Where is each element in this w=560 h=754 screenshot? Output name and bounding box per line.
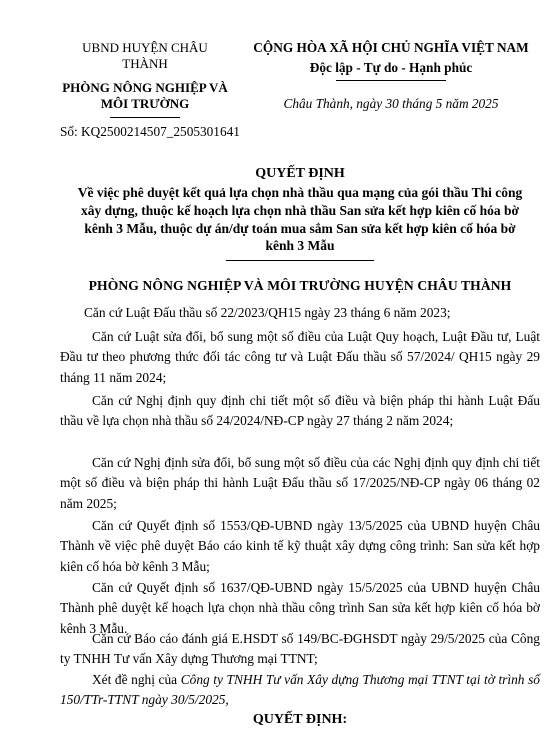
- motto-underline: [336, 80, 446, 81]
- issuing-authority: UBND HUYỆN CHÂU THÀNH: [82, 40, 208, 71]
- issuing-department: PHÒNG NÔNG NGHIỆP VÀ MÔI TRƯỜNG: [62, 80, 228, 111]
- proposal-source: Công ty TNHH Tư vấn Xây dựng Thương mại TTNT tại tờ trình số 150/TTr-TTNT ngày 30/5/2025,: [60, 672, 540, 708]
- org-underline: [110, 117, 180, 118]
- legal-basis-5: [60, 516, 540, 577]
- decision-heading: QUYẾT ĐỊNH:: [252, 712, 348, 727]
- legal-basis-7-text: Căn cứ Báo cáo đánh giá E.HSDT số 149/BC-ĐGHSDT ngày 29/5/2025 của Công ty TNHH Tư vấn Xây dựng Thương mại TTNT;: [60, 631, 540, 667]
- issuer-heading: PHÒNG NÔNG NGHIỆP VÀ MÔI TRƯỜNG HUYỆN CHÂU THÀNH: [88, 278, 512, 293]
- document-number: Số: KQ2500214507_2505301641: [60, 124, 240, 139]
- national-title: CỘNG HÒA XÃ HỘI CHỦ NGHĨA VIỆT NAM: [253, 40, 529, 55]
- legal-basis-2: [60, 327, 540, 388]
- legal-basis-5-text: Căn cứ Quyết định số 1553/QĐ-UBND ngày 13/5/2025 của UBND huyện Châu Thành về việc phê duyệt Báo cáo kinh tế kỹ thuật xây dựng công trình: San sửa kết hợp kiên cố hóa bờ kênh 3 Mẫu;: [60, 518, 540, 574]
- national-motto: Độc lập - Tự do - Hạnh phúc: [309, 60, 473, 75]
- issue-date: Châu Thành, ngày 30 tháng 5 năm 2025: [283, 96, 499, 111]
- legal-basis-2-text: Căn cứ Luật sửa đổi, bổ sung một số điều của Luật Quy hoạch, Luật Đầu tư, Luật Đầu tư theo phương thức đối tác công tư và Luật Đấu thầu số 57/2024/ QH15 ngày 29 tháng 11 năm 2024;: [60, 329, 540, 385]
- document-subject: Về việc phê duyệt kết quả lựa chọn nhà thầu qua mạng của gói thầu Thi công xây dựng, thuộc kế hoạch lựa chọn nhà thầu San sửa kết hợp kiên cố hóa bờ kênh 3 Mẫu, thuộc dự án/dự toán mua sắm San sửa kết hợp kiên cố hóa bờ kênh 3 Mẫu: [77, 185, 523, 254]
- legal-basis-6-text: Căn cứ Quyết định số 1637/QĐ-UBND ngày 15/5/2025 của UBND huyện Châu Thành phê duyệt kế hoạch lựa chọn nhà thầu công trình San sửa kết hợp kiên cố hóa bờ kênh 3 Mẫu.: [60, 580, 540, 636]
- legal-basis-4: [60, 453, 540, 514]
- legal-basis-1: Căn cứ Luật Đấu thầu số 22/2023/QH15 ngày 23 tháng 6 năm 2023;: [84, 305, 451, 320]
- legal-basis-4-text: Căn cứ Nghị định sửa đổi, bổ sung một số điều của các Nghị định quy định chi tiết một số điều và biện pháp thi hành Luật Đấu thầu số 17/2025/NĐ-CP ngày 06 tháng 02 năm 2025;: [60, 455, 540, 511]
- legal-basis-7: [60, 629, 540, 670]
- proposal-prefix: Xét đề nghị của: [92, 672, 181, 687]
- document-title: QUYẾT ĐỊNH: [255, 166, 345, 181]
- legal-basis-3: [60, 391, 540, 432]
- proposal-paragraph: [60, 670, 540, 711]
- subject-underline: [226, 260, 374, 261]
- legal-basis-3-text: Căn cứ Nghị định quy định chi tiết một số điều và biện pháp thi hành Luật Đấu thầu về lựa chọn nhà thầu số 24/2024/NĐ-CP ngày 27 tháng 2 năm 2024;: [60, 393, 540, 429]
